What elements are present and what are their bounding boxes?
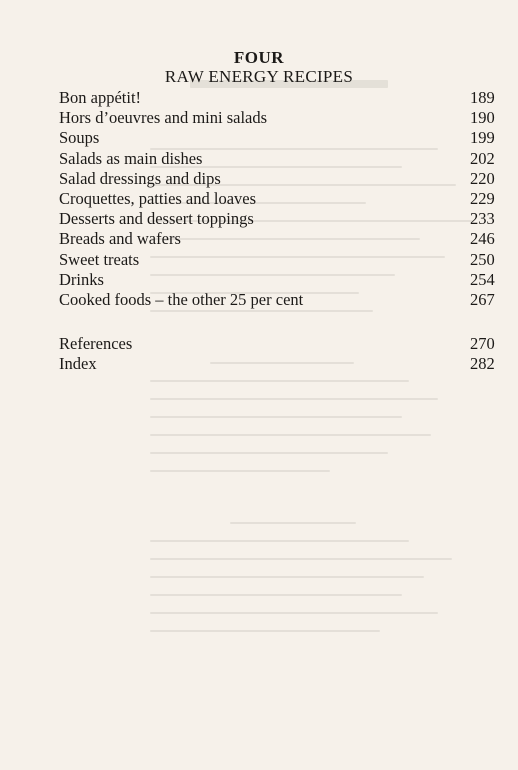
toc-entry-title: Soups	[59, 128, 100, 148]
toc-entry-title: Breads and wafers	[59, 229, 181, 249]
toc-entry-page: 229	[470, 188, 495, 208]
toc-entry-title: Cooked foods – the other 25 per cent	[59, 289, 304, 309]
toc-entry-title: Index	[59, 354, 97, 374]
toc-entry-page: 254	[470, 269, 495, 289]
toc-entry-title: Salads as main dishes	[59, 148, 203, 168]
toc-entry	[59, 354, 499, 374]
toc-spacer	[59, 310, 499, 334]
toc-entry-title: Desserts and dessert toppings	[59, 209, 254, 229]
toc-entry-title: Croquettes, patties and loaves	[59, 188, 257, 208]
toc-entry-page: 189	[470, 88, 495, 107]
toc-entry-page: 190	[470, 108, 495, 128]
section-number: FOUR	[233, 48, 285, 67]
toc-entry	[59, 209, 499, 229]
toc-entry-title: Hors d’oeuvres and mini salads	[59, 108, 268, 128]
toc-entry-title: Sweet treats	[59, 249, 140, 269]
toc-entry	[59, 290, 499, 310]
toc-entry-page: 267	[470, 289, 495, 309]
toc-entry-page: 270	[470, 334, 495, 354]
toc-entry	[59, 250, 499, 270]
table-of-contents	[59, 88, 499, 374]
toc-entry-title: Drinks	[59, 269, 104, 289]
toc-entry	[59, 128, 499, 148]
toc-entry-page: 246	[470, 229, 495, 249]
toc-entry-title: Bon appétit!	[59, 88, 142, 107]
toc-entry	[59, 108, 499, 128]
toc-entry-title: Salad dressings and dips	[59, 168, 221, 188]
toc-entry-page: 250	[470, 249, 495, 269]
toc-entry	[59, 88, 499, 108]
toc-entry	[59, 189, 499, 209]
toc-entry-page: 202	[470, 148, 495, 168]
toc-entry	[59, 149, 499, 169]
toc-entry-page: 220	[470, 168, 495, 188]
toc-entry-page: 282	[470, 354, 495, 374]
toc-entry	[59, 229, 499, 249]
toc-entry	[59, 270, 499, 290]
toc-entry-page: 233	[470, 209, 495, 229]
toc-entry	[59, 169, 499, 189]
toc-entry-title: References	[59, 334, 133, 354]
section-title: RAW ENERGY RECIPES	[164, 67, 354, 86]
toc-entry	[59, 334, 499, 354]
toc-entry-page: 199	[470, 128, 495, 148]
